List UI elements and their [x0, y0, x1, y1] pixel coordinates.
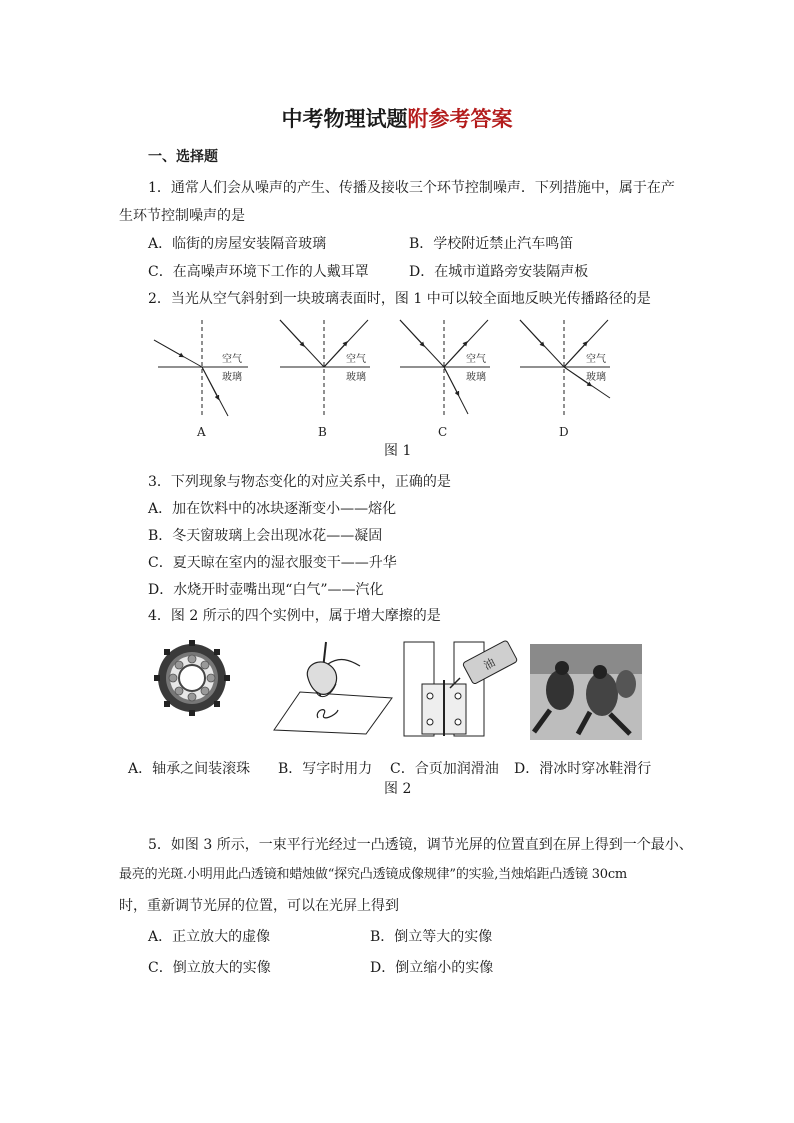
bearing-image — [154, 640, 230, 716]
skaters-image — [530, 644, 642, 740]
q4-option-d: D．滑冰时穿冰鞋滑行 — [514, 761, 652, 777]
hinge-oil-image — [398, 636, 520, 740]
q5-option-c: C．倒立放大的实像 — [148, 960, 271, 976]
diagram-c-label: C — [438, 425, 448, 439]
q1-option-b: B．学校附近禁止汽车鸣笛 — [409, 236, 574, 252]
q4-option-c: C．合页加润滑油 — [390, 761, 499, 777]
q5-stem-line2: 最亮的光斑.小明用此凸透镜和蜡烛做“探究凸透镜成像规律”的实验,当烛焰距凸透镜 30cm — [119, 867, 628, 882]
diagram-b — [280, 320, 370, 418]
q3-option-c: C．夏天晾在室内的湿衣服变干——升华 — [148, 555, 397, 571]
q1-option-d: D．在城市道路旁安装隔声板 — [409, 264, 589, 280]
q3-option-a: A．加在饮料中的冰块逐渐变小——熔化 — [148, 501, 397, 517]
section-heading: 一、选择题 — [148, 149, 218, 165]
title-main: 中考物理试题 — [281, 106, 408, 131]
diagram-a-label: A — [197, 425, 206, 439]
q5-option-d: D．倒立缩小的实像 — [370, 960, 494, 976]
diagram-b-label: B — [318, 425, 327, 439]
diagram-c-air-label: 空气 — [466, 354, 486, 365]
diagram-b-glass-label: 玻璃 — [346, 372, 366, 383]
q5-option-b: B．倒立等大的实像 — [370, 929, 493, 945]
title-suffix: 附参考答案 — [407, 106, 513, 131]
q3-stem: 3．下列现象与物态变化的对应关系中，正确的是 — [148, 474, 451, 490]
diagram-d — [520, 320, 610, 418]
figure-2-caption: 图 2 — [384, 781, 412, 797]
q1-stem-line1: 1．通常人们会从噪声的产生、传播及接收三个环节控制噪声．下列措施中，属于在产 — [148, 180, 675, 196]
figure-1-caption: 图 1 — [384, 443, 412, 459]
q3-option-b: B．冬天窗玻璃上会出现冰花——凝固 — [148, 528, 383, 544]
writing-hand-image — [270, 636, 394, 736]
diagram-c-glass-label: 玻璃 — [466, 372, 486, 383]
document-title — [0, 103, 794, 133]
diagram-a-glass-label: 玻璃 — [222, 372, 242, 383]
q1-option-c: C．在高噪声环境下工作的人戴耳罩 — [148, 264, 369, 280]
q5-stem-line3: 时，重新调节光屏的位置，可以在光屏上得到 — [119, 898, 399, 914]
diagram-a-air-label: 空气 — [222, 354, 242, 365]
q4-stem: 4．图 2 所示的四个实例中，属于增大摩擦的是 — [148, 608, 441, 624]
q4-option-b: B．写字时用力 — [278, 761, 373, 777]
q1-stem-line2: 生环节控制噪声的是 — [119, 208, 245, 224]
q5-stem-line1: 5．如图 3 所示，一束平行光经过一凸透镜，调节光屏的位置直到在屏上得到一个最小、 — [148, 837, 693, 853]
q2-stem: 2．当光从空气斜射到一块玻璃表面时，图 1 中可以较全面地反映光传播路径的是 — [148, 291, 651, 307]
diagram-a — [154, 320, 248, 418]
q4-option-a: A．轴承之间装滚珠 — [128, 761, 251, 777]
q3-option-d: D．水烧开时壶嘴出现“白气”——汽化 — [148, 582, 384, 598]
diagram-c — [400, 320, 490, 418]
oil-can-label: 油 — [481, 655, 498, 673]
q1-option-a: A．临街的房屋安装隔音玻璃 — [148, 236, 327, 252]
diagram-b-air-label: 空气 — [346, 354, 366, 365]
diagram-d-glass-label: 玻璃 — [586, 372, 606, 383]
diagram-d-air-label: 空气 — [586, 354, 606, 365]
diagram-d-label: D — [559, 425, 569, 439]
q5-option-a: A．正立放大的虚像 — [148, 929, 271, 945]
figure-1-light-paths — [148, 318, 648, 458]
